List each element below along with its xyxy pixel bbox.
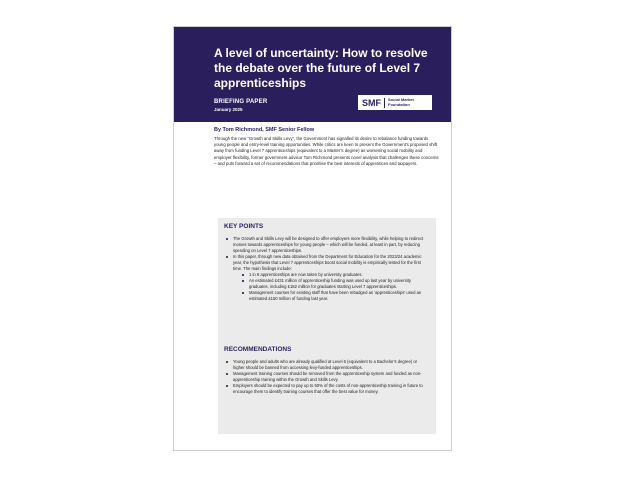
publication-date: January 2025 — [214, 107, 243, 112]
smf-logo — [358, 95, 432, 110]
key-point-text: In this paper, through new data obtained from the Department for Education for the 2023/24 academic year, the hypothesis that Level 7 apprenticeships boost social mobility is empirically tested for the first time. The main findings include: — [233, 254, 422, 271]
finding-item: An estimated £431 million of apprenticeship funding was used up last year by university graduates, including £182 million for graduates starting Level 7 apprenticeships. — [241, 278, 429, 290]
summary-box — [218, 218, 436, 434]
finding-item: Management courses for existing staff that have been rebadged as ‘apprenticeships’ used an estimated £150 million of funding last year. — [241, 290, 429, 302]
logo-divider — [384, 98, 385, 108]
recommendation-item: Management training courses should be removed from the apprenticeship system and funded as non-apprenticeship training within the Growth and Skills Levy. — [224, 371, 429, 383]
recommendation-item: Employers should be expected to pay up to 50% of the costs of non-apprenticeship training in future to encourage them to identify training courses that offer the best value for money. — [224, 383, 429, 395]
recommendations-list — [224, 359, 429, 395]
title-banner — [174, 27, 451, 122]
key-points-heading: KEY POINTS — [224, 223, 264, 230]
document-type: BRIEFING PAPER — [214, 99, 268, 105]
key-points-list — [224, 236, 429, 302]
recommendation-item: Young people and adults who are already qualified at Level 6 (equivalent to a Bachelor’s degree) or higher should be banned from accessing levy-funded apprenticeships. — [224, 359, 429, 371]
document-page — [173, 26, 452, 451]
document-title: A level of uncertainty: How to resolve the debate over the future of Level 7 apprenticeships — [214, 46, 428, 90]
key-point-item: The Growth and Skills Levy will be designed to offer employers more flexibility, while helping to redirect monies towards apprenticeships for young people – which will be funded, at least in part, by reducing spending on Level 7 apprenticeships. — [224, 236, 429, 254]
key-point-item — [224, 254, 429, 302]
intro-paragraph: Through the new “Growth and Skills Levy”, the Government has signalled its desire to rebalance funding towards young people and entry-level training opportunities. While critics are keen to present the Government’s proposed shift away from funding Level 7 apprenticeships (equivalent to a Master’s degree) as worsening social mobility and employer flexibility, former government advisor Tom Richmond presents novel analysis that challenges these concerns – and puts forward a set of recommendations that prioritise the best interests of apprentices and taxpayers. — [214, 136, 439, 166]
author-byline: By Tom Richmond, SMF Senior Fellow — [214, 127, 315, 133]
finding-item: 1 in 6 apprenticeships are now taken by university graduates. — [241, 272, 429, 278]
recommendations-heading: RECOMMENDATIONS — [224, 346, 292, 353]
logo-abbreviation: SMF — [362, 97, 381, 108]
findings-list — [233, 272, 429, 302]
logo-name: Social Market Foundation — [388, 96, 414, 107]
